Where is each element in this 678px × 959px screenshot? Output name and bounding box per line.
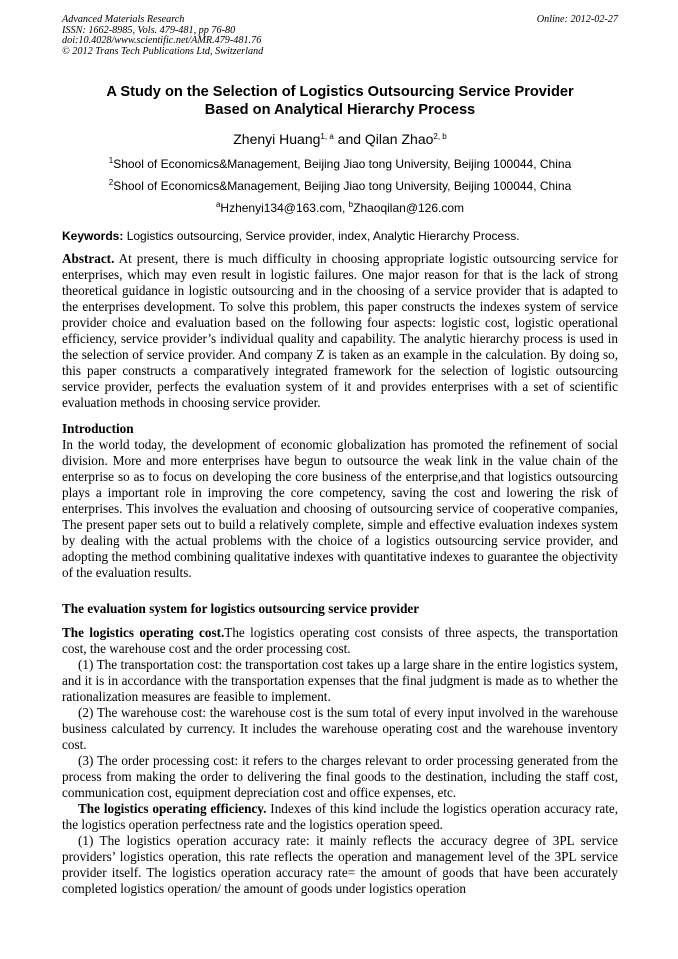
- item-transportation: (1) The transportation cost: the transportation cost takes up a large share in the entire logistics system, and it is in accordance with the transportation expenses that the final judgment is made as to whether the rationalization measures are feasible to implement.: [62, 657, 618, 704]
- keywords: [62, 229, 618, 244]
- evaluation-heading: The evaluation system for logistics outsourcing service provider: [62, 601, 420, 616]
- online-date: Online: 2012-02-27: [536, 14, 618, 25]
- evaluation-body: [62, 625, 618, 897]
- author-1-sup: 1, a: [320, 132, 334, 141]
- author-2-sup: 2, b: [433, 132, 447, 141]
- affiliation-2-sup: 2: [108, 178, 114, 187]
- journal-name: Advanced Materials Research: [62, 14, 185, 25]
- issn-line: ISSN: 1662-8985, Vols. 479-481, pp 76-80: [62, 24, 236, 36]
- abstract-label: Abstract.: [62, 251, 115, 266]
- introduction-body: [62, 437, 618, 581]
- efficiency-label: The logistics operating efficiency.: [78, 801, 267, 816]
- email-a: Hzhenyi134@163.com,: [220, 201, 349, 215]
- affiliation-1-text: Shool of Economics&Management, Beijing Jiao tong University, Beijing 100044, China: [113, 157, 572, 171]
- author-1: Zhenyi Huang: [233, 131, 321, 147]
- email-line: [62, 201, 618, 216]
- affiliation-1-sup: 1: [108, 156, 114, 165]
- email-a-sup: a: [215, 200, 221, 209]
- abstract: [62, 251, 618, 411]
- title-line-2: Based on Analytical Hierarchy Process: [204, 102, 476, 118]
- item-order-processing: (3) The order processing cost: it refers to the charges relevant to order processing generated from the process from making the order to delivering the final goods to the destination, including the staff cost, communication cost, equipment depreciation cost and office expenses, etc.: [62, 753, 618, 800]
- doi-line: doi:10.4028/www.scientific.net/AMR.479-481.76: [62, 35, 262, 47]
- keywords-label: Keywords:: [62, 229, 124, 243]
- email-b-sup: b: [348, 200, 354, 209]
- cost-label: The logistics operating cost.: [62, 625, 225, 640]
- affiliation-1: [62, 157, 618, 172]
- efficiency-text: Indexes of this kind include the logistics operation accuracy rate, the logistics operation perfectness rate and the logistics operation speed.: [62, 801, 619, 832]
- author-2: Qilan Zhao: [364, 131, 434, 147]
- item-accuracy-rate: (1) The logistics operation accuracy rate: it mainly reflects the accuracy degree of 3PL service providers’ logistics operation, this rate reflects the operation and management level of the 3PL service provider itself. The logistics operation accuracy rate= the amount of goods that have been accurately completed logistics operation/ the amount of goods under logistics operation: [62, 833, 618, 896]
- introduction-text: In the world today, the development of economic globalization has promoted the refinement of social division. More and more enterprises have begun to outsource the weak link in the value chain of the enterprise so as to focus on developing the core business of the enterprise,and that logistics outsourcing plays a important role in improving the core competency, saving the cost and lowering the risk of enterprises. This involves the evaluation and choosing of outsourcing service of cooperative companies, The present paper sets out to build a relatively complete, simple and effective evaluation indexes system by dealing with the actual problems with the choice of a logistics outsourcing service provider, and adopting the method combining qualitative indexes with quantitative indexes to guarantee the objectivity of the evaluation results.: [62, 437, 618, 580]
- introduction-heading: Introduction: [62, 421, 134, 436]
- affiliation-2-text: Shool of Economics&Management, Beijing Jiao tong University, Beijing 100044, China: [113, 179, 572, 193]
- cost-text: The logistics operating cost consists of three aspects, the transportation cost, the warehouse cost and the order processing cost.: [62, 625, 618, 656]
- paper-title: [62, 83, 618, 119]
- author-line: [62, 130, 618, 148]
- copyright-line: © 2012 Trans Tech Publications Ltd, Switzerland: [62, 45, 264, 57]
- item-warehouse: (2) The warehouse cost: the warehouse cost is the sum total of every input involved in the warehouse business calculated by currency. It includes the warehouse operating cost and the warehouse inventory cost.: [62, 705, 618, 752]
- abstract-text: At present, there is much difficulty in choosing appropriate logistic outsourcing service for enterprises, which may even result in logistic failures. One major reason for that is the lack of strong theoretical guidance in logistic outsourcing and in the choosing of a service provider that is adapted to the enterprises development. To solve this problem, this paper constructs the indexes system of service provider choice and evaluation based on the following four aspects: logistic cost, logistic operational efficiency, service provider’s individual quality and capability. The analytic hierarchy process is used in the selection of service provider. And company Z is taken as an example in the calculation. By doing so, this paper constructs a comparatively integrated framework for the selection of logistic outsourcing service provider, perfects the evaluation system of it and provides enterprises with a set of scientific evaluation methods in choosing service provider.: [62, 251, 618, 410]
- title-line-1: A Study on the Selection of Logistics Outsourcing Service Provider: [106, 84, 574, 100]
- affiliation-2: [62, 179, 618, 194]
- author-and: and: [333, 131, 365, 147]
- email-b: Zhaoqilan@126.com: [353, 201, 465, 215]
- keywords-text: Logistics outsourcing, Service provider, index, Analytic Hierarchy Process.: [123, 229, 520, 243]
- journal-header: [62, 15, 618, 57]
